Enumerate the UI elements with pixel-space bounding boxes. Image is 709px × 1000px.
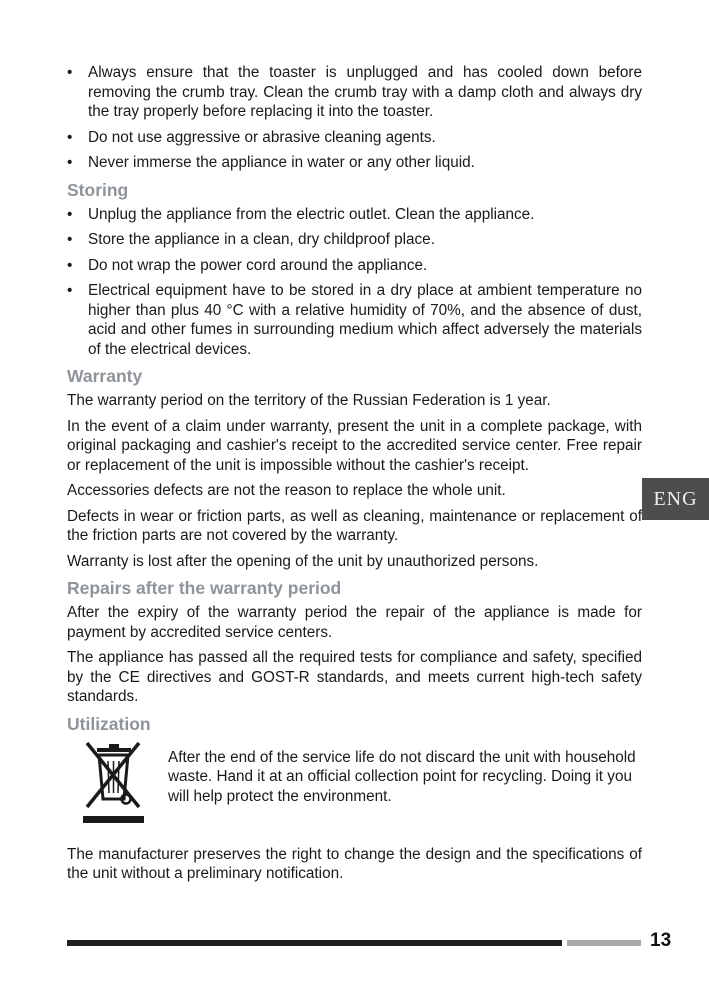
closing-note: The manufacturer preserves the right to change the design and the specifications of the unit without a preliminary notification. — [67, 845, 642, 882]
utilization-text: After the end of the service life do not discard the unit with household waste. Hand it at an official collection point for recycling. Doing it you will help protect the environment. — [168, 748, 636, 805]
utilization-row — [67, 739, 642, 829]
list-item: • Do not use aggressive or abrasive cleaning agents. — [67, 128, 642, 148]
list-item: • Electrical equipment have to be stored in a dry place at ambient temperature no higher than plus 40 °C with a relative humidity of 70%, and the absence of dust, acid and other fumes in surrounding medium which affect adversely the materials of the electrical devices. — [67, 281, 642, 359]
warranty-paragraph: Accessories defects are not the reason to replace the whole unit. — [67, 482, 506, 499]
utilization-heading: Utilization — [67, 713, 151, 734]
warranty-paragraph: Warranty is lost after the opening of the unit by unauthorized persons. — [67, 552, 539, 570]
cleaning-list — [67, 63, 642, 173]
storing-heading: Storing — [67, 179, 129, 200]
list-item: • Unplug the appliance from the electric outlet. Clean the appliance. — [67, 205, 642, 225]
warranty-paragraph: The warranty period on the territory of the Russian Federation is 1 year. — [67, 392, 551, 409]
footer-bar-dark — [67, 940, 562, 946]
list-item: • Do not wrap the power cord around the appliance. — [67, 256, 642, 276]
warranty-paragraph: In the event of a claim under warranty, present the unit in a complete package, with original packaging and cashier's receipt to the accredited service center. Free repair or replacement of the unit is impossible without the cashier's receipt. — [67, 417, 642, 474]
repairs-heading: Repairs after the warranty period — [67, 578, 342, 598]
repairs-paragraph: After the expiry of the warranty period the repair of the appliance is made for payment by accredited service centers. — [67, 604, 642, 641]
list-item: • Never immerse the appliance in water or any other liquid. — [67, 153, 642, 173]
warranty-heading: Warranty — [67, 366, 143, 386]
footer-bar-light — [567, 940, 641, 946]
language-tab: ENG — [642, 478, 709, 520]
page-content — [67, 63, 642, 890]
list-item: • Always ensure that the toaster is unplugged and has cooled down before removing the crumb tray. Clean the crumb tray with a damp cloth and always dry the tray properly before replacing it into the toaster. — [67, 63, 642, 122]
storing-list — [67, 205, 642, 360]
page-number: 13 — [650, 930, 672, 951]
weee-crossed-bin-icon — [81, 739, 146, 829]
list-item: • Store the appliance in a clean, dry childproof place. — [67, 230, 642, 250]
repairs-paragraph: The appliance has passed all the required tests for compliance and safety, specified by the CE directives and GOST-R standards, and meets current high-tech safety standards. — [67, 649, 642, 705]
warranty-paragraph: Defects in wear or friction parts, as well as cleaning, maintenance or replacement of the friction parts are not covered by the warranty. — [67, 507, 642, 544]
